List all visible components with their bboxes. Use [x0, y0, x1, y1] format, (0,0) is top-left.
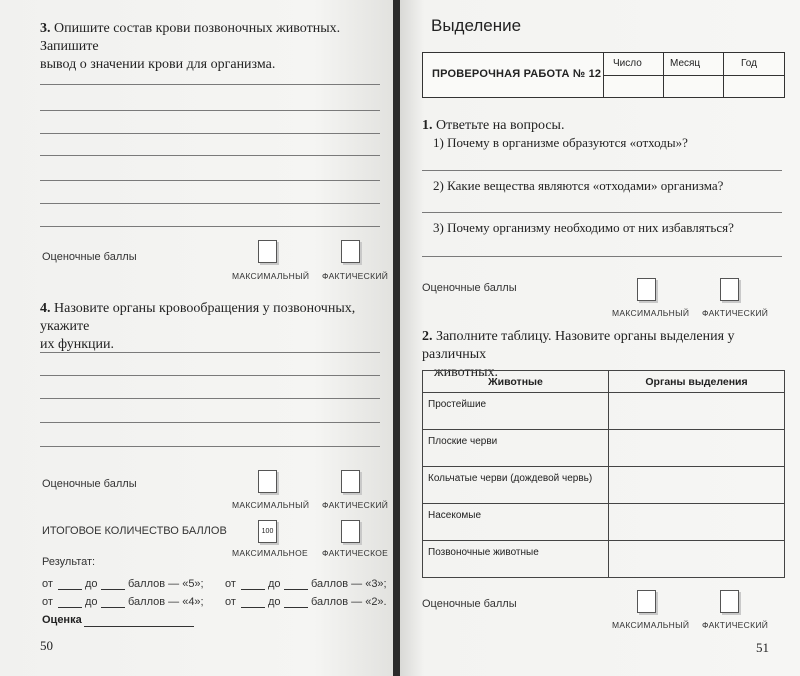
date-col-day: Число	[613, 58, 642, 69]
table-cell-animal: Позвоночные животные	[423, 541, 609, 578]
actual-score-box[interactable]	[341, 240, 360, 263]
answer-line[interactable]	[422, 170, 782, 171]
date-day-field[interactable]	[604, 76, 663, 96]
left-page: 3. Опишите состав крови позвоночных животных. Запишите вывод о значении крови для организма. Оценочные баллы МАКСИМАЛЬНЫЙ ФАКТИЧЕСКИЙ 4. Назовите органы кровообращения у позвоночных, укажите их функции. Оценочные баллы МАКСИМАЛЬНЫЙ ФАКТИЧЕСКИЙ ИТОГОВОЕ КОЛИЧЕСТВО БАЛЛОВ 100 МАКСИМАЛЬНОЕ ФАКТИЧЕСКОЕ Результат: от до баллов — «5»; от до баллов — «3»; от до баллов — «4»; от до баллов — «2». Оценка 50	[0, 0, 393, 676]
date-year-field[interactable]	[724, 76, 784, 96]
table-cell-organ[interactable]	[609, 430, 785, 467]
blank-field[interactable]	[58, 607, 82, 608]
table-cell-organ[interactable]	[609, 467, 785, 504]
actual-score-box[interactable]	[341, 470, 360, 493]
table-cell-animal: Насекомые	[423, 504, 609, 541]
excretion-table	[422, 370, 785, 578]
score-label: Оценочные баллы	[42, 251, 137, 263]
answer-line[interactable]	[422, 212, 782, 213]
grade-field[interactable]	[84, 626, 194, 627]
blank-field[interactable]	[241, 589, 265, 590]
total-max-label: МАКСИМАЛЬНОЕ	[232, 548, 308, 558]
max-score-box[interactable]	[258, 470, 277, 493]
page-number: 50	[40, 638, 53, 653]
blank-field[interactable]	[284, 607, 308, 608]
right-page	[400, 0, 800, 676]
table-row	[423, 541, 785, 578]
table-cell-organ[interactable]	[609, 393, 785, 430]
total-max-box: 100	[258, 520, 277, 543]
max-score-box[interactable]	[258, 240, 277, 263]
question-2: 2. Заполните таблицу. Назовите органы выделения у различных животных.	[422, 329, 735, 380]
blank-field[interactable]	[58, 589, 82, 590]
table-cell-animal: Плоские черви	[423, 430, 609, 467]
table-row	[423, 504, 785, 541]
actual-score-box[interactable]	[720, 278, 739, 301]
question-4: 4. Назовите органы кровообращения у позвоночных, укажите их функции.	[40, 301, 356, 352]
subquestion-3: 3) Почему организму необходимо от них избавляться?	[433, 220, 734, 235]
table-cell-animal: Простейшие	[423, 393, 609, 430]
max-score-box[interactable]	[637, 590, 656, 613]
total-actual-label: ФАКТИЧЕСКОЕ	[322, 548, 389, 558]
subquestion-1: 1) Почему в организме образуются «отходы»?	[433, 135, 688, 150]
total-actual-box[interactable]	[341, 520, 360, 543]
max-label: МАКСИМАЛЬНЫЙ	[232, 271, 310, 281]
test-header	[422, 52, 785, 98]
blank-field[interactable]	[284, 589, 308, 590]
blank-field[interactable]	[241, 607, 265, 608]
table-header: Органы выделения	[609, 371, 785, 393]
question-1: 1. Ответьте на вопросы.	[422, 118, 565, 133]
max-label: МАКСИМАЛЬНЫЙ	[612, 620, 690, 630]
score-label: Оценочные баллы	[42, 478, 137, 490]
max-score-box[interactable]	[637, 278, 656, 301]
grade-label: Оценка	[42, 614, 82, 626]
actual-label: ФАКТИЧЕСКИЙ	[702, 308, 769, 318]
table-cell-animal: Кольчатые черви (дождевой червь)	[423, 467, 609, 504]
question-3: 3. Опишите состав крови позвоночных животных. Запишите вывод о значении крови для организма.	[40, 21, 341, 72]
score-label: Оценочные баллы	[422, 282, 517, 294]
max-label: МАКСИМАЛЬНЫЙ	[612, 308, 690, 318]
page-number: 51	[756, 640, 769, 655]
score-label: Оценочные баллы	[422, 598, 517, 610]
blank-field[interactable]	[101, 589, 125, 590]
actual-label: ФАКТИЧЕСКИЙ	[702, 620, 769, 630]
blank-field[interactable]	[101, 607, 125, 608]
date-col-year: Год	[741, 58, 757, 69]
table-cell-organ[interactable]	[609, 504, 785, 541]
total-score-label: ИТОГОВОЕ КОЛИЧЕСТВО БАЛЛОВ	[42, 525, 227, 537]
answer-line[interactable]	[422, 256, 782, 257]
date-month-field[interactable]	[664, 76, 723, 96]
table-row	[423, 467, 785, 504]
actual-label: ФАКТИЧЕСКИЙ	[322, 271, 389, 281]
table-row	[423, 393, 785, 430]
test-title: ПРОВЕРОЧНАЯ РАБОТА № 12	[432, 68, 602, 80]
table-cell-organ[interactable]	[609, 541, 785, 578]
actual-score-box[interactable]	[720, 590, 739, 613]
date-col-month: Месяц	[670, 58, 701, 69]
result-label: Результат:	[42, 556, 96, 568]
section-title: Выделение	[431, 16, 522, 35]
table-row	[423, 430, 785, 467]
subquestion-2: 2) Какие вещества являются «отходами» организма?	[433, 178, 724, 193]
table-header: Животные	[423, 371, 609, 393]
actual-label: ФАКТИЧЕСКИЙ	[322, 500, 389, 510]
max-label: МАКСИМАЛЬНЫЙ	[232, 500, 310, 510]
